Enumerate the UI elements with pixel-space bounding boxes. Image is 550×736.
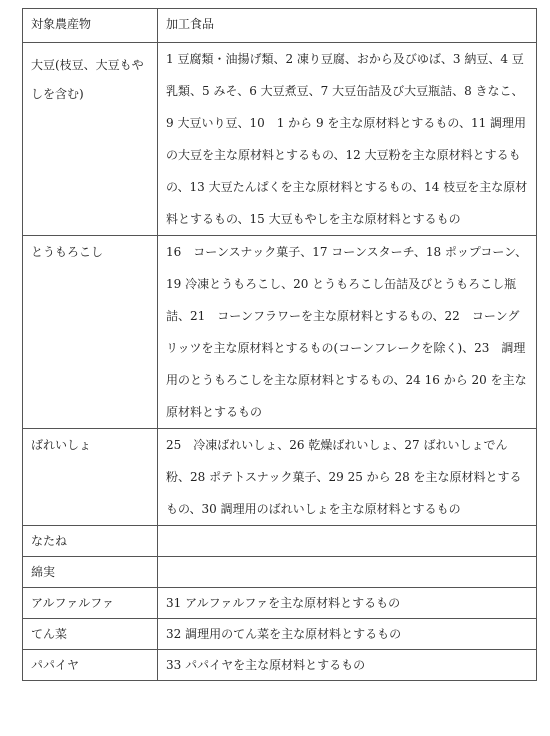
gm-food-table — [22, 8, 537, 681]
foods-cell: 32 調理用のてん菜を主な原材料とするもの — [158, 619, 537, 650]
foods-cell: 31 アルファルファを主な原材料とするもの — [158, 588, 537, 619]
crop-cell: なたね — [23, 526, 158, 557]
crop-cell: 綿実 — [23, 557, 158, 588]
crop-cell: とうもろこし — [23, 236, 158, 429]
crop-cell: パパイヤ — [23, 650, 158, 681]
foods-cell — [158, 557, 537, 588]
foods-cell: 1 豆腐類・油揚げ類、2 凍り豆腐、おから及びゆば、3 納豆、4 豆乳類、5 みそ、6 大豆煮豆、7 大豆缶詰及び大豆瓶詰、8 きなこ、9 大豆いり豆、10 1 から 9 を主な原材料とするもの、11 調理用の大豆を主な原材料とするもの、12 大豆粉を主な原材料とするもの、13 大豆たんぱくを主な原材料とするもの、14 枝豆を主な原材料とするもの、15 大豆もやしを主な原材料とするもの — [158, 43, 537, 236]
header-foods: 加工食品 — [158, 9, 537, 43]
table-row — [23, 429, 537, 526]
table-row — [23, 236, 537, 429]
foods-cell: 25 冷凍ばれいしょ、26 乾燥ばれいしょ、27 ばれいしょでん粉、28 ポテトスナック菓子、29 25 から 28 を主な原材料とするもの、30 調理用のばれいしょを主な原材料とするもの — [158, 429, 537, 526]
foods-cell: 16 コーンスナック菓子、17 コーンスターチ、18 ポップコーン、19 冷凍とうもろこし、20 とうもろこし缶詰及びとうもろこし瓶詰、21 コーンフラワーを主な原材料とするもの、22 コーングリッツを主な原材料とするもの(コーンフレークを除く)、23 調理用のとうもろこしを主な原材料とするもの、24 16 から 20 を主な原材料とするもの — [158, 236, 537, 429]
table-row — [23, 526, 537, 557]
crop-cell: てん菜 — [23, 619, 158, 650]
crop-cell: 大豆(枝豆、大豆もやしを含む) — [23, 43, 158, 236]
foods-cell — [158, 526, 537, 557]
crop-cell: アルファルファ — [23, 588, 158, 619]
foods-cell: 33 パパイヤを主な原材料とするもの — [158, 650, 537, 681]
table-row — [23, 557, 537, 588]
table-row — [23, 619, 537, 650]
header-crop: 対象農産物 — [23, 9, 158, 43]
crop-cell: ばれいしょ — [23, 429, 158, 526]
table-row — [23, 43, 537, 236]
table-row — [23, 650, 537, 681]
table-row — [23, 588, 537, 619]
table-header-row — [23, 9, 537, 43]
